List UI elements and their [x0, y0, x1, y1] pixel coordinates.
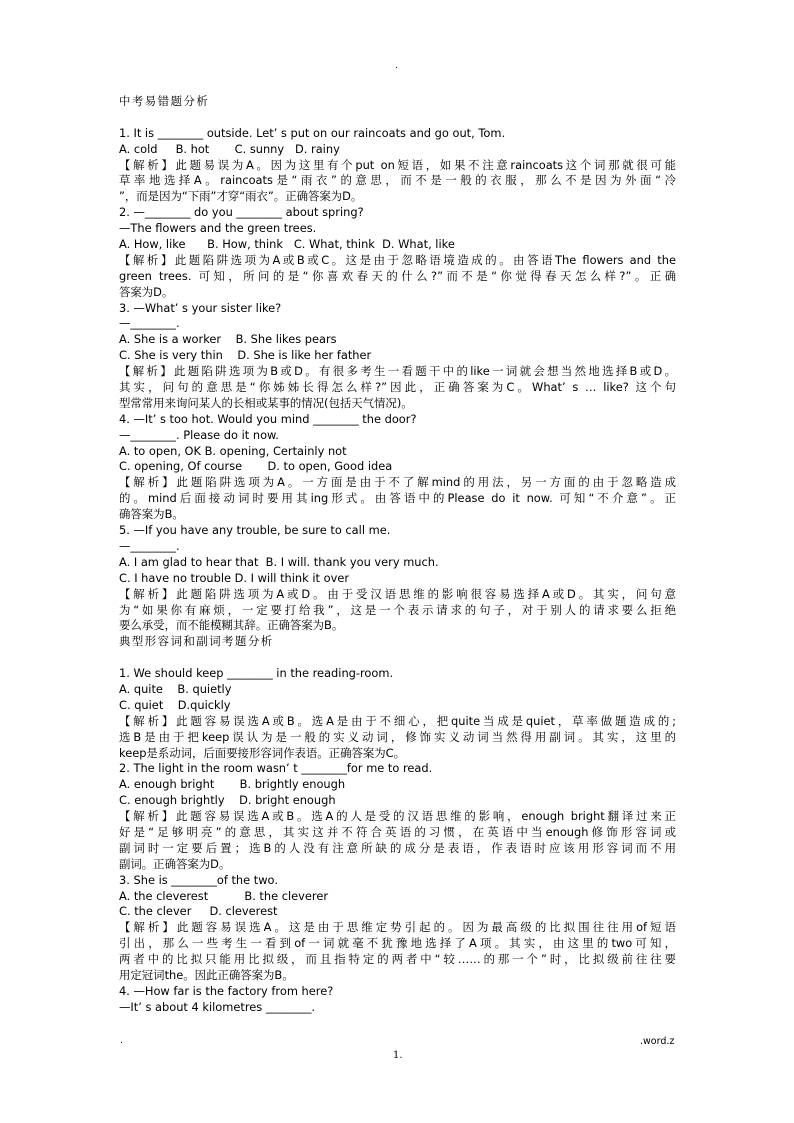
section-heading: 中考易错题分析 [119, 94, 210, 108]
text-line: 【解析】此题陷阱选项为A。一方面是由于不了解mind的用法，另一方面的由于忽略造成 [119, 475, 676, 490]
text-line: A. to open, OK B. opening, Certainly not [119, 443, 347, 458]
text-line: 的。mind后面接动词时要用其ing形式。由答语中的Please do it now. 可知“不介意”。正 [119, 491, 676, 506]
text-line: 两者中的比拟只能用比拟级，而且指特定的两者中“较……的那一个”时，比拟级前往往要 [119, 952, 676, 967]
text-line: 确答案为B。 [119, 507, 184, 522]
text-line: A. quite B. quietly [119, 681, 232, 696]
text-line: —________. [119, 316, 180, 331]
text-line: 选B是由于把keep误认为是一般的实义动词，修饰实义动词当然得用副词。其实，这里的 [119, 729, 676, 744]
text-line: 【解析】此题容易误选A。这是由于思维定势引起的。因为最高级的比拟围往往用of短语 [119, 920, 676, 935]
text-line: A. the cleverest B. the cleverer [119, 888, 329, 903]
text-line: 3. —What’ s your sister like? [119, 300, 282, 315]
text-line: 副词。正确答案为D。 [119, 856, 231, 871]
text-line: —The flowers and the green trees. [119, 221, 317, 236]
text-line: keep是系动词，后面要接形容词作表语。正确答案为C。 [119, 745, 405, 760]
text-line: C. She is very thin D. She is like her father [119, 348, 372, 363]
blank-line [119, 110, 676, 126]
page-number: 1. [393, 1050, 403, 1061]
text-line: —________. Please do it now. [119, 427, 279, 442]
text-line: 要么承受，而不能模糊其辞。正确答案为B。 [119, 618, 344, 633]
text-line: 【解析】此题陷阱选项为B或D。有很多考生一看题干中的like一词就会想当然地选择B或D。 [119, 364, 676, 379]
text-line: 副词时一定要后置；选B的人没有注意所缺的成分是表语，作表语时应该用形容词而不用 [119, 840, 676, 855]
text-line: C. the clever D. cleverest [119, 904, 278, 919]
text-line: 草率地选择A。raincoats是“雨衣”的意思，而不是一般的衣服，那么不是因为外面“冷 [119, 173, 676, 188]
text-line: 【解析】此题陷阱选项为A或D。由于受汉语思维的影响很容易选择A或D。其实，问句意 [119, 586, 676, 601]
text-line: 型常常用来询问某人的长相或某事的情况(包括天气情况)。 [119, 395, 413, 410]
text-line: —It’ s about 4 kilometres ________. [119, 999, 316, 1014]
text-line: 2. The light in the room wasn’ t ________for me to read. [119, 761, 433, 776]
text-line: C. opening, Of course D. to open, Good idea [119, 459, 393, 474]
text-line: —________. [119, 538, 180, 553]
text-line: A. She is a worker B. She likes pears [119, 332, 337, 347]
text-line: A. I am glad to hear that B. I will. thank you very much. [119, 554, 439, 569]
text-line: C. quiet D.quickly [119, 697, 231, 712]
text-line: 【解析】此题易误为A。因为这里有个put on短语，如果不注意raincoats这个词那就很可能 [119, 157, 676, 172]
blank-line [119, 650, 676, 666]
text-line: ”，而是因为“下雨”才穿“雨衣”。正确答案为D。 [119, 189, 363, 204]
footer-right: .word.z [640, 1036, 675, 1047]
text-line: 3. She is ________of the two. [119, 872, 278, 887]
header-dot: . [395, 61, 398, 71]
text-line: 用定冠词the。因此正确答案为B。 [119, 967, 294, 982]
text-line: 【解析】此题容易误选A或B。选A的人是受的汉语思维的影响，enough bright翻译过来正 [119, 809, 676, 824]
text-line: 2. —________ do you ________ about spring? [119, 205, 364, 220]
text-line: 引出，那么一些考生一看到of一词就毫不犹豫地选择了A项。其实，由这里的two可知， [119, 936, 676, 951]
footer-left: . [120, 1036, 123, 1046]
document-body [119, 94, 676, 1016]
text-line: 其实，问句的意思是“你姊姊长得怎么样?”因此，正确答案为C。What’ s … like? 这个句 [119, 380, 676, 395]
text-line: 5. —If you have any trouble, be sure to call me. [119, 523, 391, 538]
section-heading: 典型形容词和副词考题分析 [119, 634, 274, 649]
text-line: 4. —It’ s too hot. Would you mind ________ the door? [119, 411, 417, 426]
text-line: 4. —How far is the factory from here? [119, 983, 334, 998]
text-line: C. enough brightly D. bright enough [119, 793, 336, 808]
text-line: 【解析】此题陷阱选项为A或B或C。这是由于忽略语境造成的。由答语The flowers and the [119, 252, 676, 267]
text-line: 1. It is ________ outside. Let’ s put on our raincoats and go out, Tom. [119, 125, 506, 140]
text-line: 【解析】此题容易误选A或B。选A是由于不细心，把quite当成是quiet，草率做题造成的; [119, 713, 676, 728]
text-line: 为“如果你有麻烦，一定要打给我”，这是一个表示请求的句子，对于别人的请求要么拒绝 [119, 602, 676, 617]
text-line: A. enough bright B. brightly enough [119, 777, 346, 792]
text-line: A. How, like B. How, think C. What, think D. What, like [119, 237, 455, 252]
text-line: 好是“足够明亮”的意思，其实这并不符合英语的习惯，在英语中当enough修饰形容词或 [119, 824, 676, 839]
text-line: green trees. 可知，所问的是“你喜欢春天的什么?”而不是“你觉得春天怎么样?”。正确 [119, 268, 676, 283]
text-line: 1. We should keep ________ in the reading-room. [119, 666, 394, 681]
text-line: A. cold B. hot C. sunny D. rainy [119, 141, 340, 156]
text-line: C. I have no trouble D. I will think it over [119, 570, 350, 585]
text-line: 答案为D。 [119, 284, 174, 299]
